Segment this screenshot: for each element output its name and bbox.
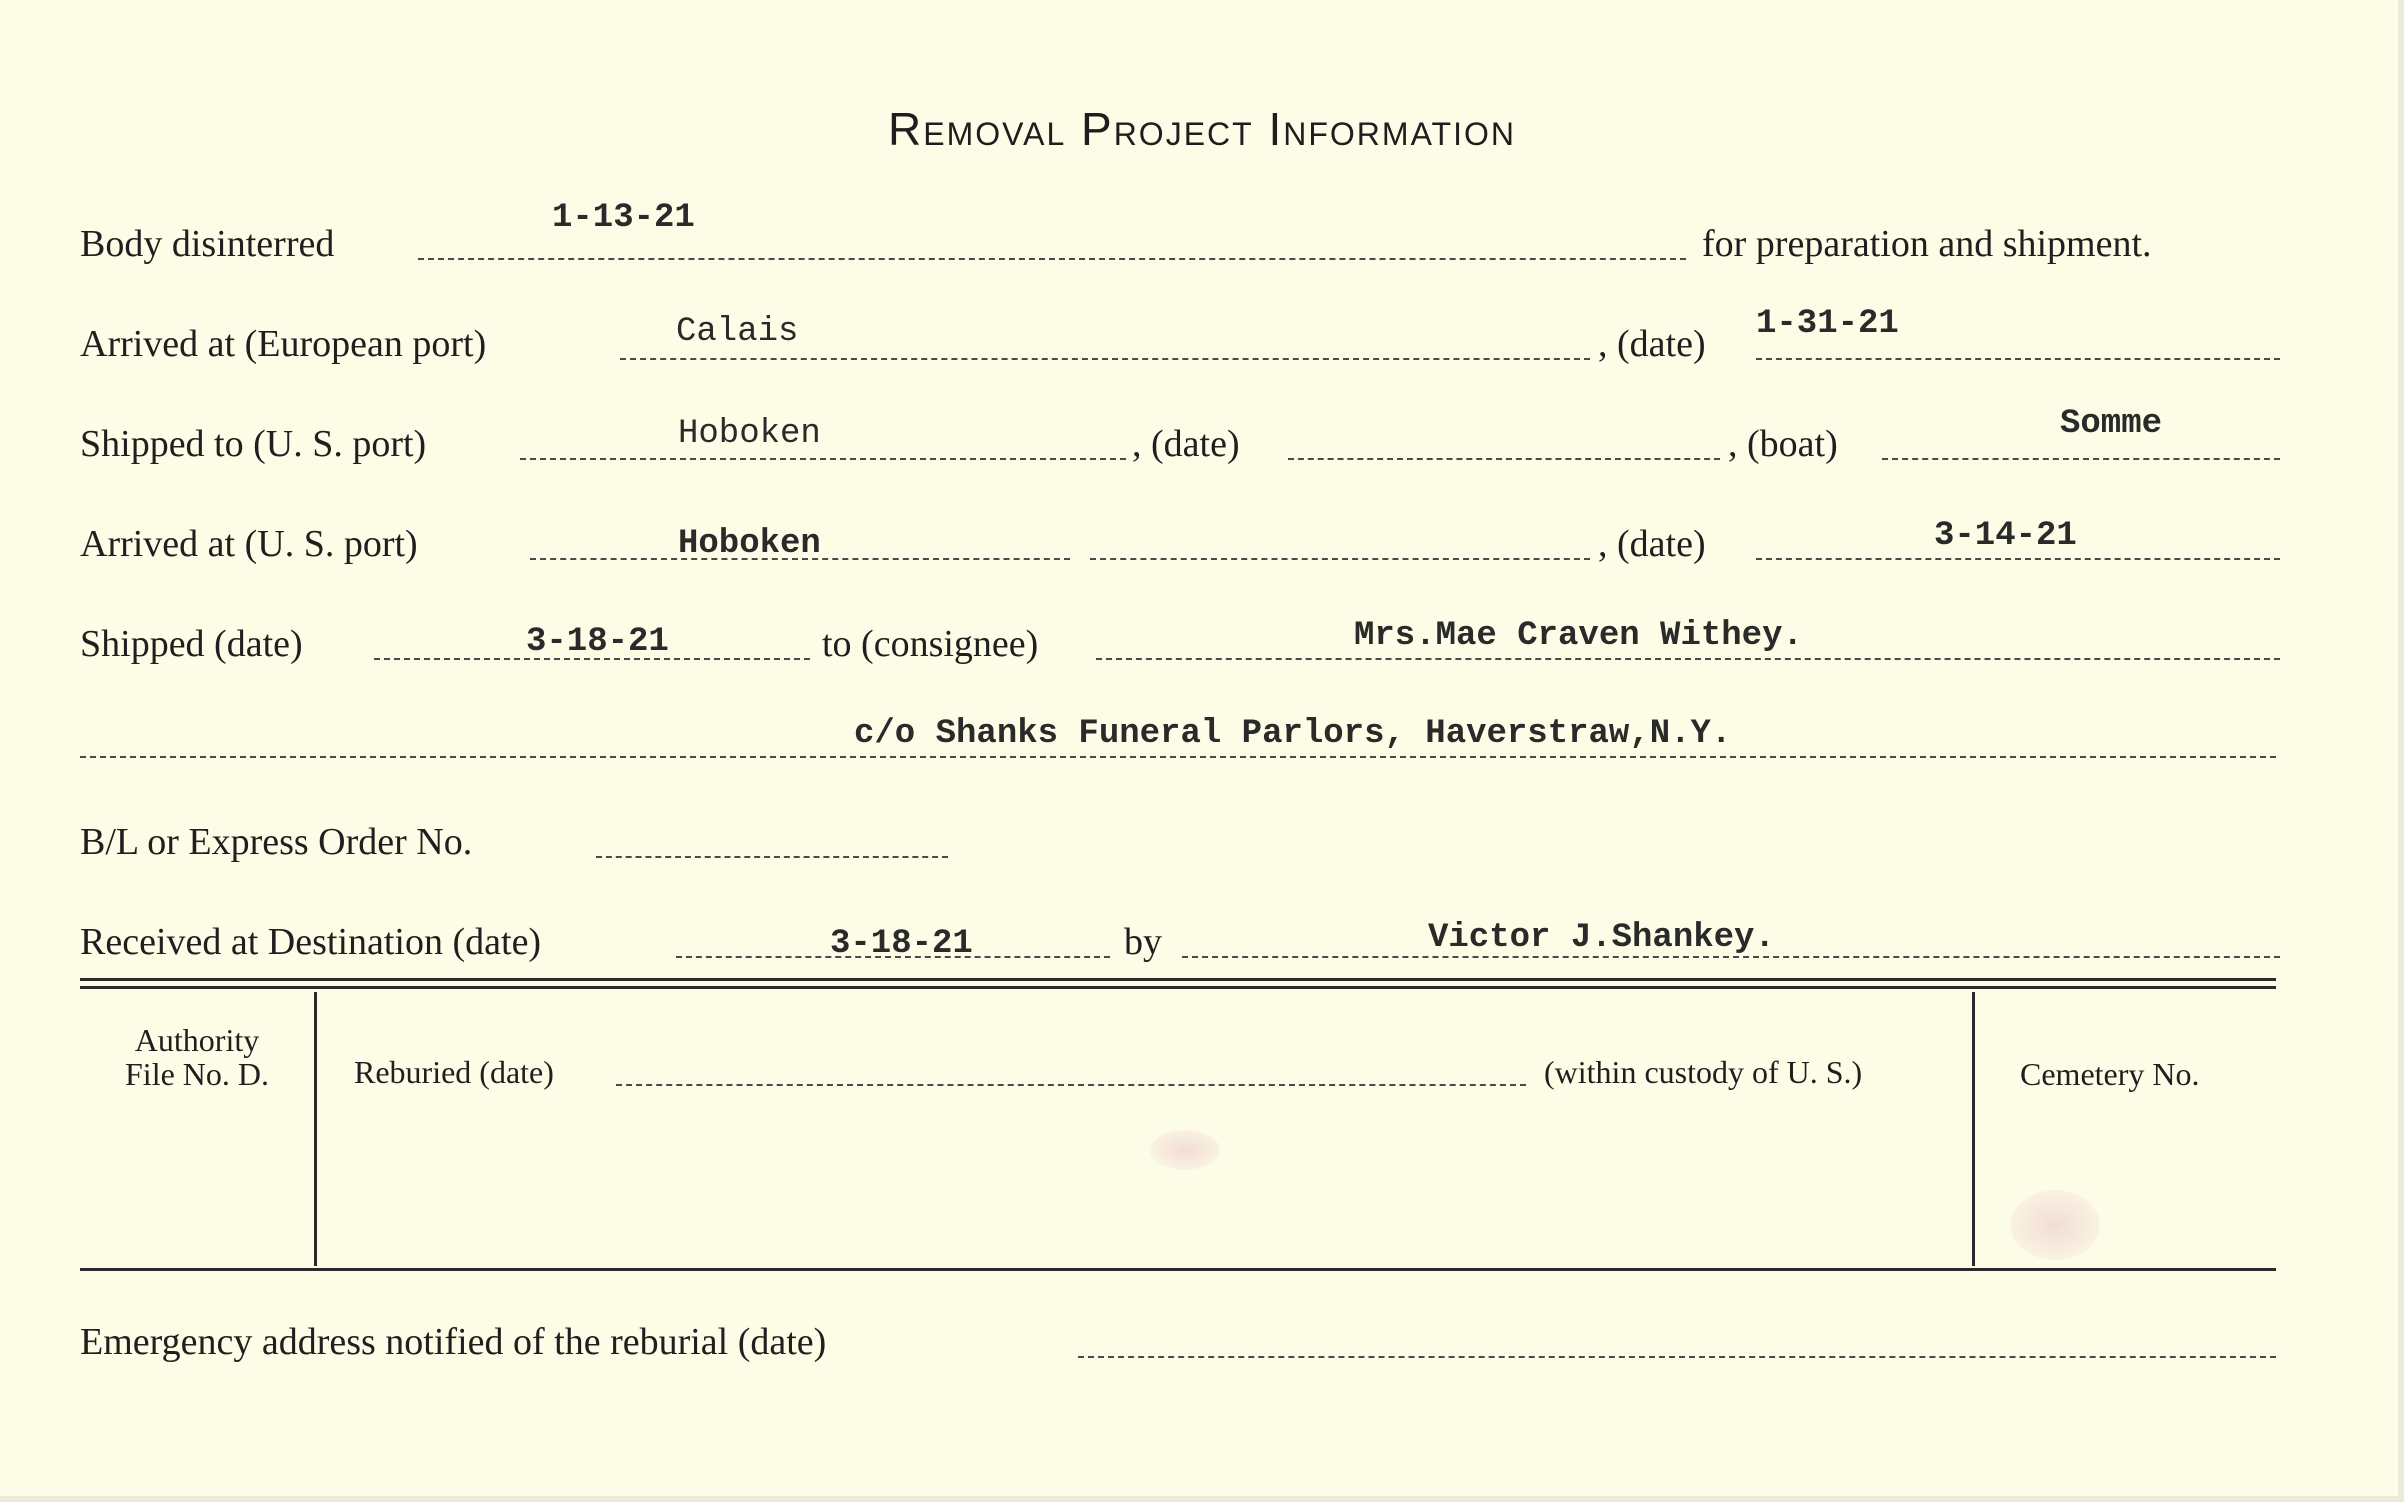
- shipped-us-port-value: Hoboken: [678, 415, 821, 453]
- consignee-label: to (consignee): [822, 623, 1039, 665]
- ink-stain: [2010, 1190, 2100, 1260]
- reburied-date-line: [616, 1084, 1526, 1086]
- shipped-us-port-label: Shipped to (U. S. port): [80, 423, 427, 465]
- table-divider-left: [314, 992, 317, 1266]
- cemetery-no-label: Cemetery No.: [2020, 1056, 2200, 1092]
- table-top-rule-1: [80, 978, 2276, 981]
- european-port-value: Calais: [676, 313, 799, 351]
- arrived-us-port-line-2: [1090, 558, 1590, 560]
- shipped-date-label: Shipped (date): [80, 623, 303, 665]
- consignee-address-value: c/o Shanks Funeral Parlors, Haverstraw,N.Y.: [854, 715, 1732, 753]
- boat-value: Somme: [2060, 405, 2163, 443]
- form-title: Removal Project Information: [888, 103, 1516, 155]
- authority-label-line-1: Authority: [134, 1022, 260, 1058]
- body-disinterred-line: [418, 258, 1686, 260]
- reburied-date-label: Reburied (date): [354, 1054, 554, 1090]
- received-by-label: by: [1124, 921, 1162, 963]
- bl-order-line: [596, 856, 948, 858]
- shipped-date-value: 3-18-21: [526, 623, 669, 661]
- arrived-european-port-label: Arrived at (European port): [80, 323, 487, 365]
- consignee-value: Mrs.Mae Craven Withey.: [1354, 617, 1803, 655]
- ink-stain: [1150, 1130, 1220, 1170]
- boat-label: , (boat): [1728, 423, 1838, 465]
- arrived-us-port-value: Hoboken: [678, 525, 821, 563]
- arrived-us-date-value: 3-14-21: [1934, 517, 2077, 555]
- european-port-date-line: [1756, 358, 2280, 360]
- boat-line: [1882, 458, 2280, 460]
- received-date-value: 3-18-21: [830, 925, 973, 963]
- european-port-date-label: , (date): [1598, 323, 1706, 365]
- european-port-line: [620, 358, 1590, 360]
- table-top-rule-2: [80, 986, 2276, 989]
- arrived-us-port-label: Arrived at (U. S. port): [80, 523, 418, 565]
- received-by-value: Victor J.Shankey.: [1428, 919, 1775, 957]
- bl-order-label: B/L or Express Order No.: [80, 821, 473, 863]
- shipped-us-port-line: [520, 458, 1126, 460]
- table-bottom-rule: [80, 1268, 2276, 1271]
- preparation-shipment-label: for preparation and shipment.: [1702, 223, 2152, 265]
- consignee-address-line: [80, 756, 2276, 758]
- shipped-us-date-label: , (date): [1132, 423, 1240, 465]
- body-disinterred-value: 1-13-21: [552, 199, 695, 237]
- european-port-date-value: 1-31-21: [1756, 305, 1899, 343]
- emergency-address-line: [1078, 1356, 2276, 1358]
- consignee-line: [1096, 658, 2280, 660]
- arrived-us-date-label: , (date): [1598, 523, 1706, 565]
- arrived-us-date-line: [1756, 558, 2280, 560]
- body-disinterred-label: Body disinterred: [80, 223, 335, 265]
- received-destination-label: Received at Destination (date): [80, 921, 542, 963]
- authority-label-line-2: File No. D.: [125, 1056, 269, 1092]
- shipped-us-date-line: [1288, 458, 1720, 460]
- table-divider-right: [1972, 992, 1975, 1266]
- emergency-address-label: Emergency address notified of the reburial (date): [80, 1321, 827, 1363]
- custody-label: (within custody of U. S.): [1544, 1054, 1863, 1090]
